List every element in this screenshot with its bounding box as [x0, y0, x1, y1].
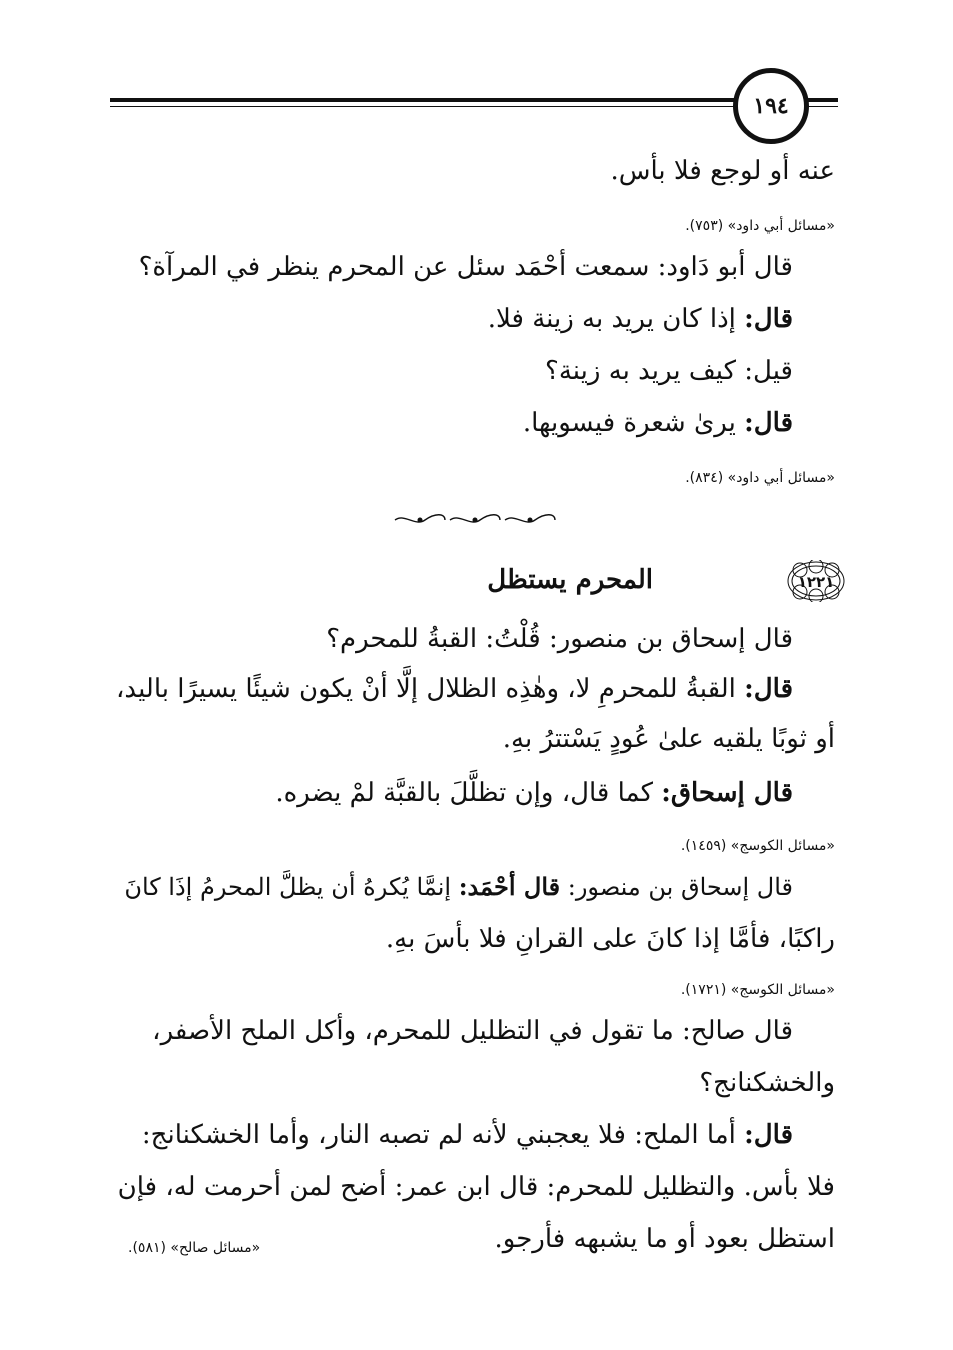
speaker-label: قال إسحاق:	[661, 778, 793, 808]
text-span: يرىٰ شعرة فيسويها.	[522, 408, 736, 438]
citation: «مسائل أبي داود» (٧٥٣).	[685, 218, 835, 234]
citation: «مسائل الكوسج» (١٧٢١).	[680, 982, 835, 998]
speaker-label: قال أحْمَد:	[458, 872, 561, 901]
text-line	[116, 672, 793, 706]
text-span: إنمَّا يُكرهُ أن يظلَّ المحرمُ إذَا كانَ	[124, 873, 452, 901]
citation: «مسائل الكوسج» (١٤٥٩).	[680, 838, 835, 854]
header-rule-right-thin	[808, 106, 838, 107]
ornament-divider	[390, 512, 560, 528]
text-line: فلا بأس. والتظليل للمحرم: قال ابن عمر: أضح لمن أحرمت له، فإن	[117, 1172, 835, 1202]
text-span: أما الملح: فلا يعجبني لأنه لم تصبه النار، وأما الخشكنانج:	[141, 1120, 736, 1150]
text-span: القبةُ للمحرمِ لا، وهٰذِه الظلال إلَّا أنْ يكون شيئًا يسيرًا باليد،	[116, 674, 736, 704]
speaker-label: قال:	[744, 408, 793, 438]
header-rule-thin	[110, 106, 740, 107]
text-line: راكبًا، فأمَّا إذا كانَ على القرانِ فلا بأسَ بهِ.	[385, 924, 835, 954]
citation: «مسائل أبي داود» (٨٣٤).	[685, 470, 835, 486]
text-line	[488, 302, 793, 336]
text-line: قال أبو دَاود: سمعت أحْمَد سئل عن المحرم ينظر في المرآة؟	[138, 252, 793, 282]
text-span: إذا كان يريد به زينة فلا.	[487, 304, 736, 334]
text-line: قيل: كيف يريد به زينة؟	[545, 356, 793, 386]
section-title: المحرم يستظل	[487, 565, 653, 595]
section-number: ١٢٢١	[797, 573, 835, 591]
citation: «مسائل صالح» (٥٨١).	[128, 1240, 261, 1256]
text-line: قال صالح: ما تقول في التظليل للمحرم، وأكل الملح الأصفر،	[152, 1016, 793, 1046]
text-line: أو ثوبًا يلقيه علىٰ عُودٍ يَسْتترُ بهِ.	[502, 724, 835, 754]
text-line	[275, 776, 793, 810]
text-span: قال إسحاق بن منصور:	[567, 873, 793, 901]
text-line: قال إسحاق بن منصور: قُلْتُ: القبةُ للمحرم؟	[326, 624, 793, 654]
speaker-label: قال:	[744, 1120, 793, 1150]
text-line	[142, 1118, 793, 1152]
page-number: ١٩٤	[733, 68, 809, 144]
header-rule-right	[808, 98, 838, 102]
header-rule	[110, 98, 740, 102]
text-span: كما قال، وإن تظلَّلَ بالقبَّة لمْ يضره.	[275, 778, 653, 808]
text-line: والخشكنانج؟	[699, 1068, 835, 1098]
section-number-ornament-icon	[786, 560, 846, 602]
speaker-label: قال:	[744, 304, 793, 334]
speaker-label: قال:	[744, 674, 793, 704]
text-line: عنه أو لوجع فلا بأس.	[610, 156, 835, 186]
text-line	[124, 870, 793, 904]
text-line: استظل بعود أو ما يشبهه فأرجو.	[494, 1224, 835, 1254]
text-line	[523, 406, 793, 440]
